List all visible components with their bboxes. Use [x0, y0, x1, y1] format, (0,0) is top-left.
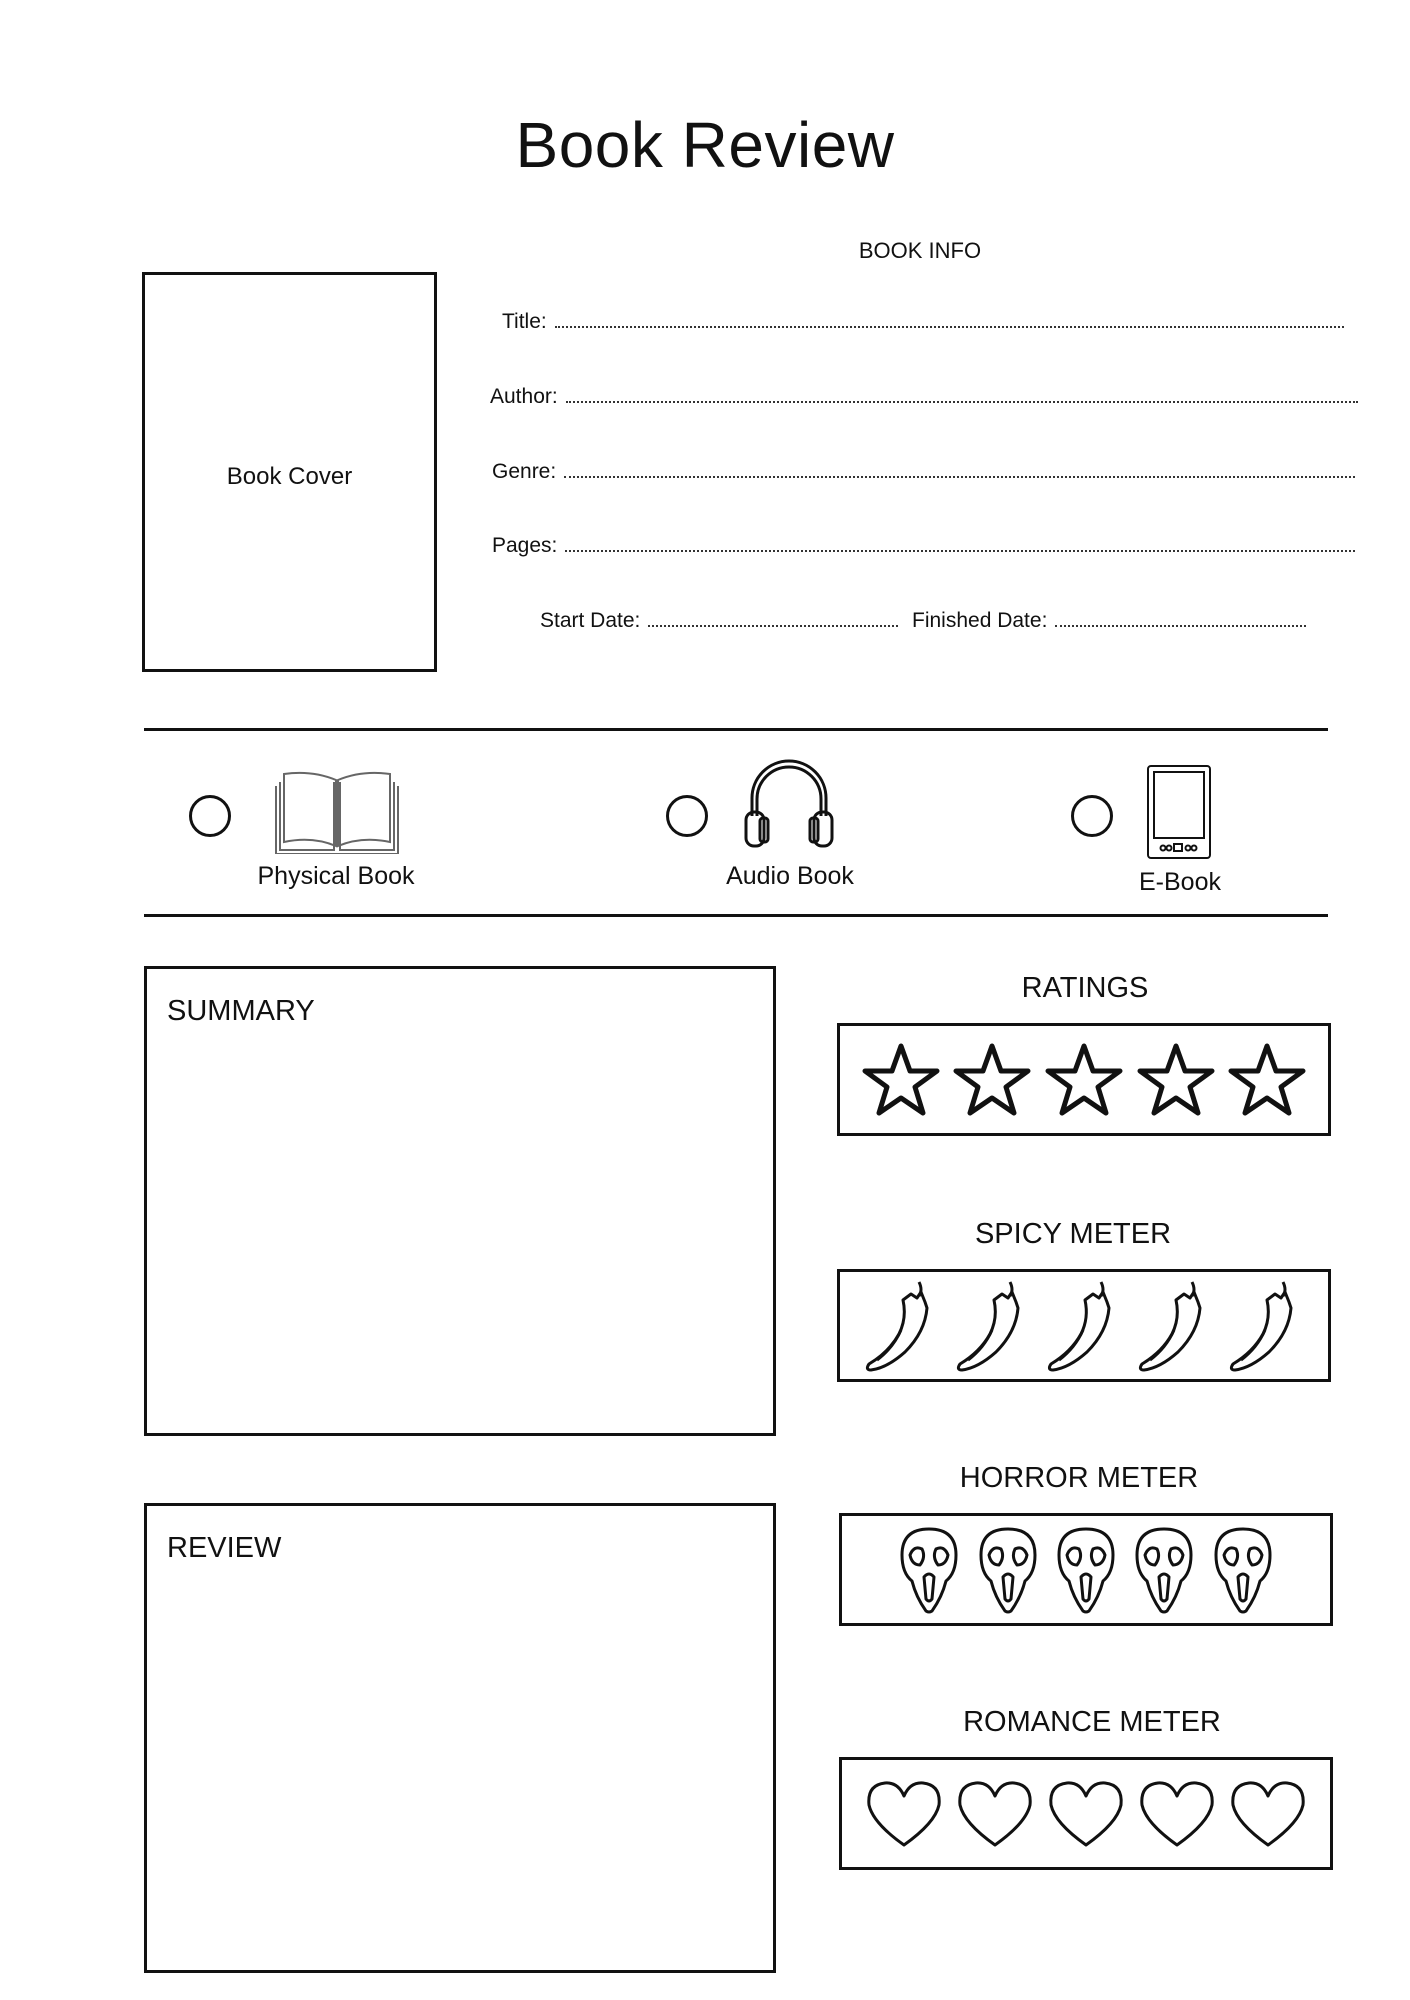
author-label: Author:	[490, 385, 558, 408]
star-icon[interactable]	[951, 1042, 1033, 1118]
genre-label: Genre:	[492, 460, 557, 483]
horror-meter-heading: HORROR METER	[959, 1462, 1199, 1494]
author-field[interactable]	[490, 385, 1358, 409]
headphones-icon	[742, 752, 836, 850]
chili-pepper-icon[interactable]	[1227, 1278, 1305, 1374]
start-date-field[interactable]	[540, 609, 898, 633]
horror-meter-box[interactable]	[839, 1513, 1333, 1626]
romance-row	[842, 1760, 1330, 1867]
spicy-meter-heading: SPICY METER	[974, 1218, 1172, 1250]
spicy-meter-box[interactable]	[837, 1269, 1331, 1382]
pages-line	[565, 549, 1355, 552]
chili-pepper-icon[interactable]	[1045, 1278, 1123, 1374]
ghost-face-icon[interactable]	[977, 1525, 1039, 1615]
star-icon[interactable]	[1135, 1042, 1217, 1118]
heart-icon[interactable]	[1047, 1779, 1125, 1849]
book-cover-box[interactable]	[142, 272, 437, 672]
title-field[interactable]	[502, 310, 1344, 334]
book-info-heading: BOOK INFO	[858, 238, 982, 263]
spicy-row	[840, 1272, 1328, 1379]
title-line	[555, 325, 1344, 328]
finished-date-line	[1055, 624, 1306, 627]
chili-pepper-icon[interactable]	[954, 1278, 1032, 1374]
star-icon[interactable]	[1226, 1042, 1308, 1118]
author-line	[566, 400, 1358, 403]
format-top-divider	[144, 728, 1328, 731]
audio-book-label: Audio Book	[726, 862, 854, 890]
ghost-face-icon[interactable]	[1133, 1525, 1195, 1615]
start-date-line	[648, 624, 898, 627]
physical-book-label: Physical Book	[257, 862, 415, 890]
pages-label: Pages:	[492, 534, 558, 557]
summary-box[interactable]	[144, 966, 776, 1436]
ghost-face-icon[interactable]	[1212, 1525, 1274, 1615]
ghost-face-icon[interactable]	[1055, 1525, 1117, 1615]
heart-icon[interactable]	[1229, 1779, 1307, 1849]
e-book-radio[interactable]	[1071, 795, 1113, 837]
chili-pepper-icon[interactable]	[1136, 1278, 1214, 1374]
star-icon[interactable]	[860, 1042, 942, 1118]
page-title: Book Review	[515, 109, 895, 181]
title-label: Title:	[502, 310, 547, 333]
romance-meter-box[interactable]	[839, 1757, 1333, 1870]
review-box[interactable]	[144, 1503, 776, 1973]
ghost-face-icon[interactable]	[898, 1525, 960, 1615]
ratings-row	[840, 1026, 1328, 1133]
genre-field[interactable]	[492, 460, 1355, 484]
finished-date-label: Finished Date:	[912, 609, 1048, 632]
review-heading: REVIEW	[167, 1532, 282, 1564]
open-book-icon	[272, 768, 402, 854]
ratings-box[interactable]	[837, 1023, 1331, 1136]
e-book-label: E-Book	[1139, 868, 1221, 896]
star-icon[interactable]	[1043, 1042, 1125, 1118]
heart-icon[interactable]	[1138, 1779, 1216, 1849]
finished-date-field[interactable]	[912, 609, 1306, 633]
book-cover-label: Book Cover	[226, 463, 353, 490]
ereader-icon	[1146, 764, 1212, 860]
chili-pepper-icon[interactable]	[863, 1278, 941, 1374]
pages-field[interactable]	[492, 534, 1355, 558]
audio-book-radio[interactable]	[666, 795, 708, 837]
genre-line	[564, 475, 1355, 478]
ratings-heading: RATINGS	[1021, 972, 1149, 1004]
heart-icon[interactable]	[865, 1779, 943, 1849]
horror-row	[842, 1516, 1330, 1623]
heart-icon[interactable]	[956, 1779, 1034, 1849]
summary-heading: SUMMARY	[167, 995, 315, 1027]
start-date-label: Start Date:	[540, 609, 641, 632]
format-bottom-divider	[144, 914, 1328, 917]
romance-meter-heading: ROMANCE METER	[963, 1706, 1221, 1738]
physical-book-radio[interactable]	[189, 795, 231, 837]
